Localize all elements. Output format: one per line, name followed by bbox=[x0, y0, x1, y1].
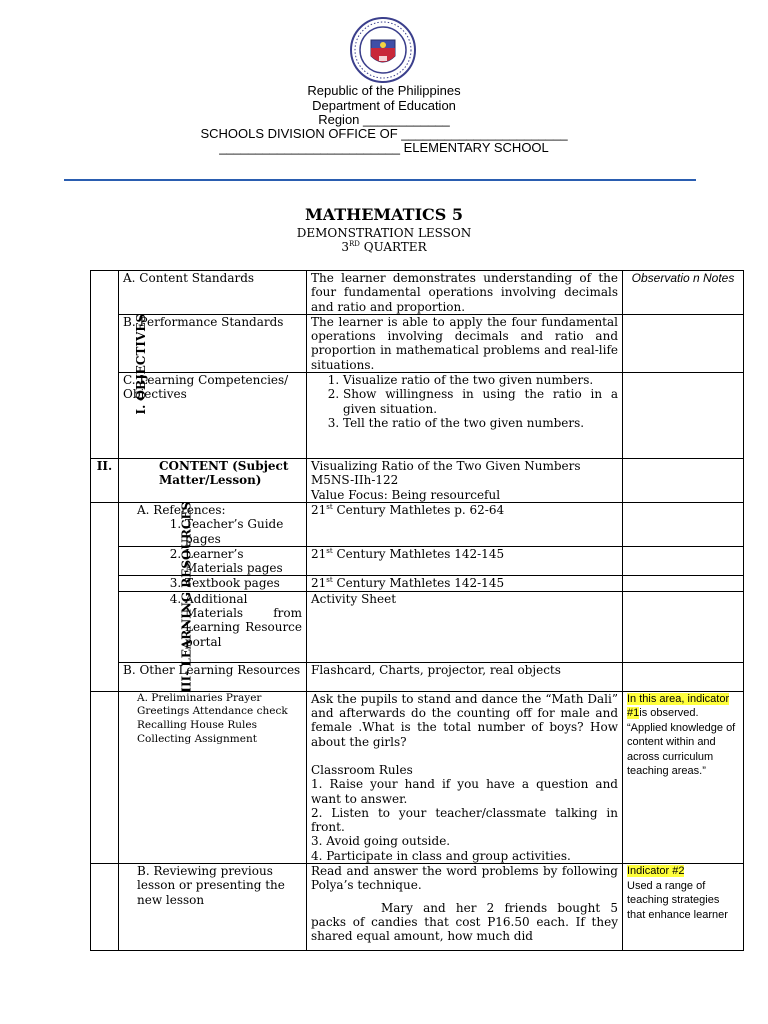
content-topic: Visualizing Ratio of the Two Given Numbers bbox=[311, 459, 581, 474]
header-department: Department of Education bbox=[312, 98, 456, 113]
learning-competencies-list bbox=[307, 373, 623, 459]
observation-cell bbox=[623, 373, 744, 459]
quarter-word: QUARTER bbox=[363, 240, 427, 254]
header-school: _________________________ ELEMENTARY SCHOOL bbox=[219, 140, 549, 155]
preliminaries-instruction: Ask the pupils to stand and dance the “Math Dali” and afterwards do the counting off for male and female .What is the total number of boys? How about the girls? bbox=[311, 691, 618, 749]
classroom-rules-title: Classroom Rules bbox=[311, 762, 413, 777]
preliminaries-text bbox=[307, 691, 623, 863]
indicator-1-note: In this area, indicator #1is observed. “Applied knowledge of content within and across curriculum teaching areas.” bbox=[623, 691, 744, 863]
reference-value: 21st Century Mathletes p. 62-64 bbox=[307, 502, 623, 546]
observation-cell bbox=[623, 502, 744, 546]
list-item: 4. Participate in class and group activities. bbox=[311, 848, 571, 863]
references-label: A. References: 1. Teacher’s Guide pages bbox=[119, 502, 307, 546]
content-section-label: II. bbox=[91, 459, 119, 503]
reference-value: Activity Sheet bbox=[307, 591, 623, 662]
objectives-section-label: I. OBJECTIVES bbox=[91, 271, 119, 459]
header-divider bbox=[64, 179, 696, 181]
observation-cell bbox=[623, 459, 744, 503]
references-item bbox=[119, 591, 307, 662]
lesson-plan-table bbox=[90, 270, 744, 951]
list-item: 1. Visualize ratio of the two given numbers. bbox=[343, 373, 618, 387]
observation-cell bbox=[623, 576, 744, 591]
page-subtitle: DEMONSTRATION LESSON bbox=[296, 226, 472, 240]
table-row bbox=[91, 314, 744, 372]
observation-cell bbox=[623, 546, 744, 576]
table-row bbox=[91, 864, 744, 951]
learning-competencies-label: C. Learning Competencies/ Objectives bbox=[119, 373, 307, 459]
table-row bbox=[91, 459, 744, 503]
table-row bbox=[91, 271, 744, 315]
learning-resources-section-label: III- LEARNING RESOURCES bbox=[91, 502, 119, 691]
reviewing-instruction: Read and answer the word problems by following Polya’s technique. bbox=[311, 864, 618, 893]
blank-section-cell bbox=[91, 691, 119, 863]
header-republic: Republic of the Philippines bbox=[307, 83, 461, 98]
performance-standards-text: The learner is able to apply the four fundamental operations involving decimals and ratio and proportion in mathematical problems and real-life situations. bbox=[307, 314, 623, 372]
deped-seal-logo bbox=[349, 16, 417, 84]
content-code: M5NS-IIh-122 bbox=[311, 473, 399, 488]
quarter-label bbox=[0, 240, 768, 254]
list-item: 2. Show willingness in using the ratio in a given situation. bbox=[343, 387, 618, 416]
indicator-highlight: Indicator #2 bbox=[627, 865, 685, 878]
blank-section-cell bbox=[91, 864, 119, 951]
table-row bbox=[91, 373, 744, 459]
table-row bbox=[91, 691, 744, 863]
observation-cell bbox=[623, 314, 744, 372]
list-item: 2. Listen to your teacher/classmate talking in front. bbox=[311, 805, 618, 835]
indicator-2-note: Indicator #2 Used a range of teaching strategies that enhance learner bbox=[623, 864, 744, 951]
table-row bbox=[91, 502, 744, 546]
word-problem: Mary and her 2 friends bought 5 packs of candies that cost P16.50 each. If they shared equal amount, how much did bbox=[311, 900, 618, 944]
list-item: 1. Raise your hand if you have a question and want to answer. bbox=[311, 777, 618, 806]
reference-label: 1. Teacher’s Guide pages bbox=[185, 517, 302, 546]
content-standards-text: The learner demonstrates understanding of the four fundamental operations involving decimals and ratio and proportion. bbox=[307, 271, 623, 315]
content-text bbox=[307, 459, 623, 503]
references-item bbox=[119, 546, 307, 576]
header-region: Region ____________ bbox=[318, 112, 450, 127]
reference-label: 2. Learner’s Materials pages bbox=[185, 547, 302, 576]
other-resources-text: Flashcard, Charts, projector, real objects bbox=[307, 662, 623, 691]
reference-label: 4. Additional Materials from Learning Resource portal bbox=[185, 592, 302, 649]
observation-notes-header: Observatio n Notes bbox=[623, 271, 744, 315]
observation-cell bbox=[623, 662, 744, 691]
performance-standards-label: B. Performance Standards bbox=[119, 314, 307, 372]
quarter-suffix: RD bbox=[349, 240, 360, 248]
reference-label: 3. Textbook pages bbox=[185, 576, 302, 590]
content-value-focus: Value Focus: Being resourceful bbox=[311, 487, 501, 502]
indicator-highlight: In this area, indicator #1 bbox=[627, 692, 730, 720]
other-resources-label: B. Other Learning Resources bbox=[119, 662, 307, 691]
references-item bbox=[119, 576, 307, 591]
reference-value: 21st Century Mathletes 142-145 bbox=[307, 546, 623, 576]
reviewing-lesson-text bbox=[307, 864, 623, 951]
preliminaries-label: A. Preliminaries Prayer Greetings Attendance check Recalling House Rules Collecting Assignment bbox=[119, 691, 307, 863]
observation-cell bbox=[623, 591, 744, 662]
header-division-office: SCHOOLS DIVISION OFFICE OF _______________________ bbox=[200, 126, 568, 141]
reviewing-lesson-label: B. Reviewing previous lesson or presenting the new lesson bbox=[119, 864, 307, 951]
page-title: MATHEMATICS 5 bbox=[304, 205, 464, 224]
quarter-number: 3 bbox=[341, 240, 350, 254]
content-label: CONTENT (Subject Matter/Lesson) bbox=[119, 459, 307, 503]
list-item: 3. Avoid going outside. bbox=[311, 834, 451, 849]
reference-value: 21st Century Mathletes 142-145 bbox=[307, 576, 623, 591]
list-item: 3. Tell the ratio of the two given numbers. bbox=[343, 416, 618, 430]
content-standards-label: A. Content Standards bbox=[119, 271, 307, 315]
